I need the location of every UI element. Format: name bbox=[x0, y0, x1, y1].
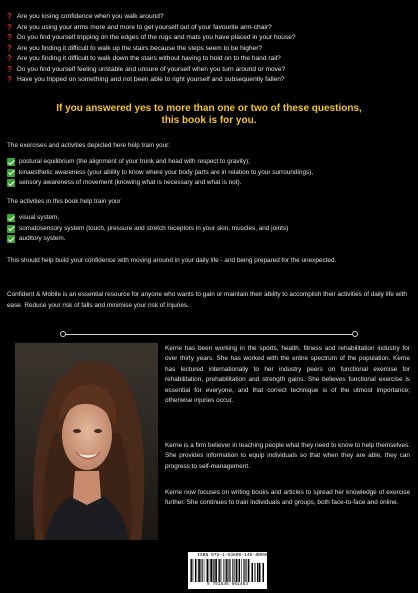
headline-line-1: If you answered yes to more than one or two of these questions, bbox=[56, 103, 362, 114]
question-item: ? Are you finding it difficult to walk up the stairs because the steps seem to be higher? bbox=[7, 43, 263, 53]
barcode-bars bbox=[190, 559, 265, 582]
question-mark-icon: ? bbox=[7, 43, 12, 53]
question-list bbox=[7, 12, 412, 86]
question-item: ? Are you finding it difficult to walk down the stairs without having to hold on to the hand rail? bbox=[7, 54, 281, 63]
bio-paragraph-1: Kerrie has been working in the sports, health, fitness and rehabilitation industry for over thirty years. She has worked with the entire spectrum of the population. Kerrie has lectured internationally to her industry peers on functional exercise for rehabilitation, prehabilitation and strength gains. She believes functional exercise is essential for everyone, and that correct technique is of the utmost importance; otherwise injuries occur. bbox=[165, 345, 410, 405]
bio-paragraph-2: Kerrie is a firm believer in teaching people what they need to know to help themselves. She provides information to equip individuals so that when they are able, they can progress to self-management. bbox=[165, 442, 410, 470]
check-icon bbox=[7, 169, 15, 177]
activities-intro: The activities in this book help train your bbox=[7, 198, 121, 205]
headline bbox=[0, 103, 418, 127]
activity-item: auditory system. bbox=[7, 234, 411, 245]
question-mark-icon: ? bbox=[7, 33, 12, 42]
headline-line-2: this book is for you. bbox=[161, 115, 257, 126]
check-icon bbox=[7, 179, 15, 187]
ornamental-divider bbox=[60, 330, 358, 338]
author-photo bbox=[15, 343, 158, 540]
isbn-label: ISBN 978-1-64606-146-4 bbox=[197, 553, 258, 558]
question-mark-icon: ? bbox=[7, 12, 12, 21]
check-icon bbox=[7, 235, 15, 243]
bio-paragraph-3: Kerrie now focuses on writing books and articles to spread her knowledge of exercise further. She continues to train individuals and groups, both face-to-face and online. bbox=[165, 489, 410, 507]
question-mark-icon: ? bbox=[7, 22, 12, 32]
isbn-barcode bbox=[188, 552, 271, 589]
activities-list bbox=[7, 213, 411, 245]
check-icon bbox=[7, 225, 15, 233]
exercise-item: kinaesthetic awareness (your ability to know where your body parts are in relation to your surroundings), bbox=[7, 168, 411, 179]
confidence-paragraph: This should help build your confidence with moving around in your daily life - and being prepared for the unexpected. bbox=[7, 257, 337, 264]
question-mark-icon: ? bbox=[7, 64, 12, 74]
barcode-digits: 9 781646 061464 bbox=[206, 582, 249, 587]
exercise-item: sensory awareness of movement (knowing what is necessary and what is not). bbox=[7, 178, 411, 189]
question-mark-icon: ? bbox=[7, 75, 12, 84]
check-icon bbox=[7, 214, 15, 222]
activity-item: visual system, bbox=[7, 213, 411, 224]
question-item: ? Have you tripped on something and not been able to right yourself and subsequently fallen? bbox=[7, 75, 285, 84]
check-icon bbox=[7, 158, 15, 166]
activity-item: somatosensory system (touch, pressure and stretch receptors in your skin, muscles, and joints) bbox=[7, 224, 411, 235]
question-item: ? Are you using your arms more and more to get yourself out of your favourite arm-chair? bbox=[7, 22, 272, 32]
exercises-intro: The exercises and activities depicted here help train your: bbox=[7, 142, 171, 149]
price-code: 90000 bbox=[257, 553, 271, 558]
exercise-item: postural equilibrium (the alignment of your trunk and head with respect to gravity); bbox=[7, 157, 411, 168]
resource-paragraph: Confident & Mobile is an essential resource for anyone who wants to gain or maintain their ability to accomplish their activities of daily life with ease. Reduce your risk of falls and minimise your risk of injuries. bbox=[7, 291, 407, 309]
question-mark-icon: ? bbox=[7, 54, 12, 63]
exercises-list bbox=[7, 157, 411, 189]
question-item: ? Do you find yourself feeling unstable and unsure of yourself when you turn around or move? bbox=[7, 64, 286, 74]
question-item: ? Are you losing confidence when you walk around? bbox=[7, 12, 164, 21]
question-item: ? Do you find yourself tripping on the edges of the rugs and mats you have placed in your house? bbox=[7, 33, 296, 42]
